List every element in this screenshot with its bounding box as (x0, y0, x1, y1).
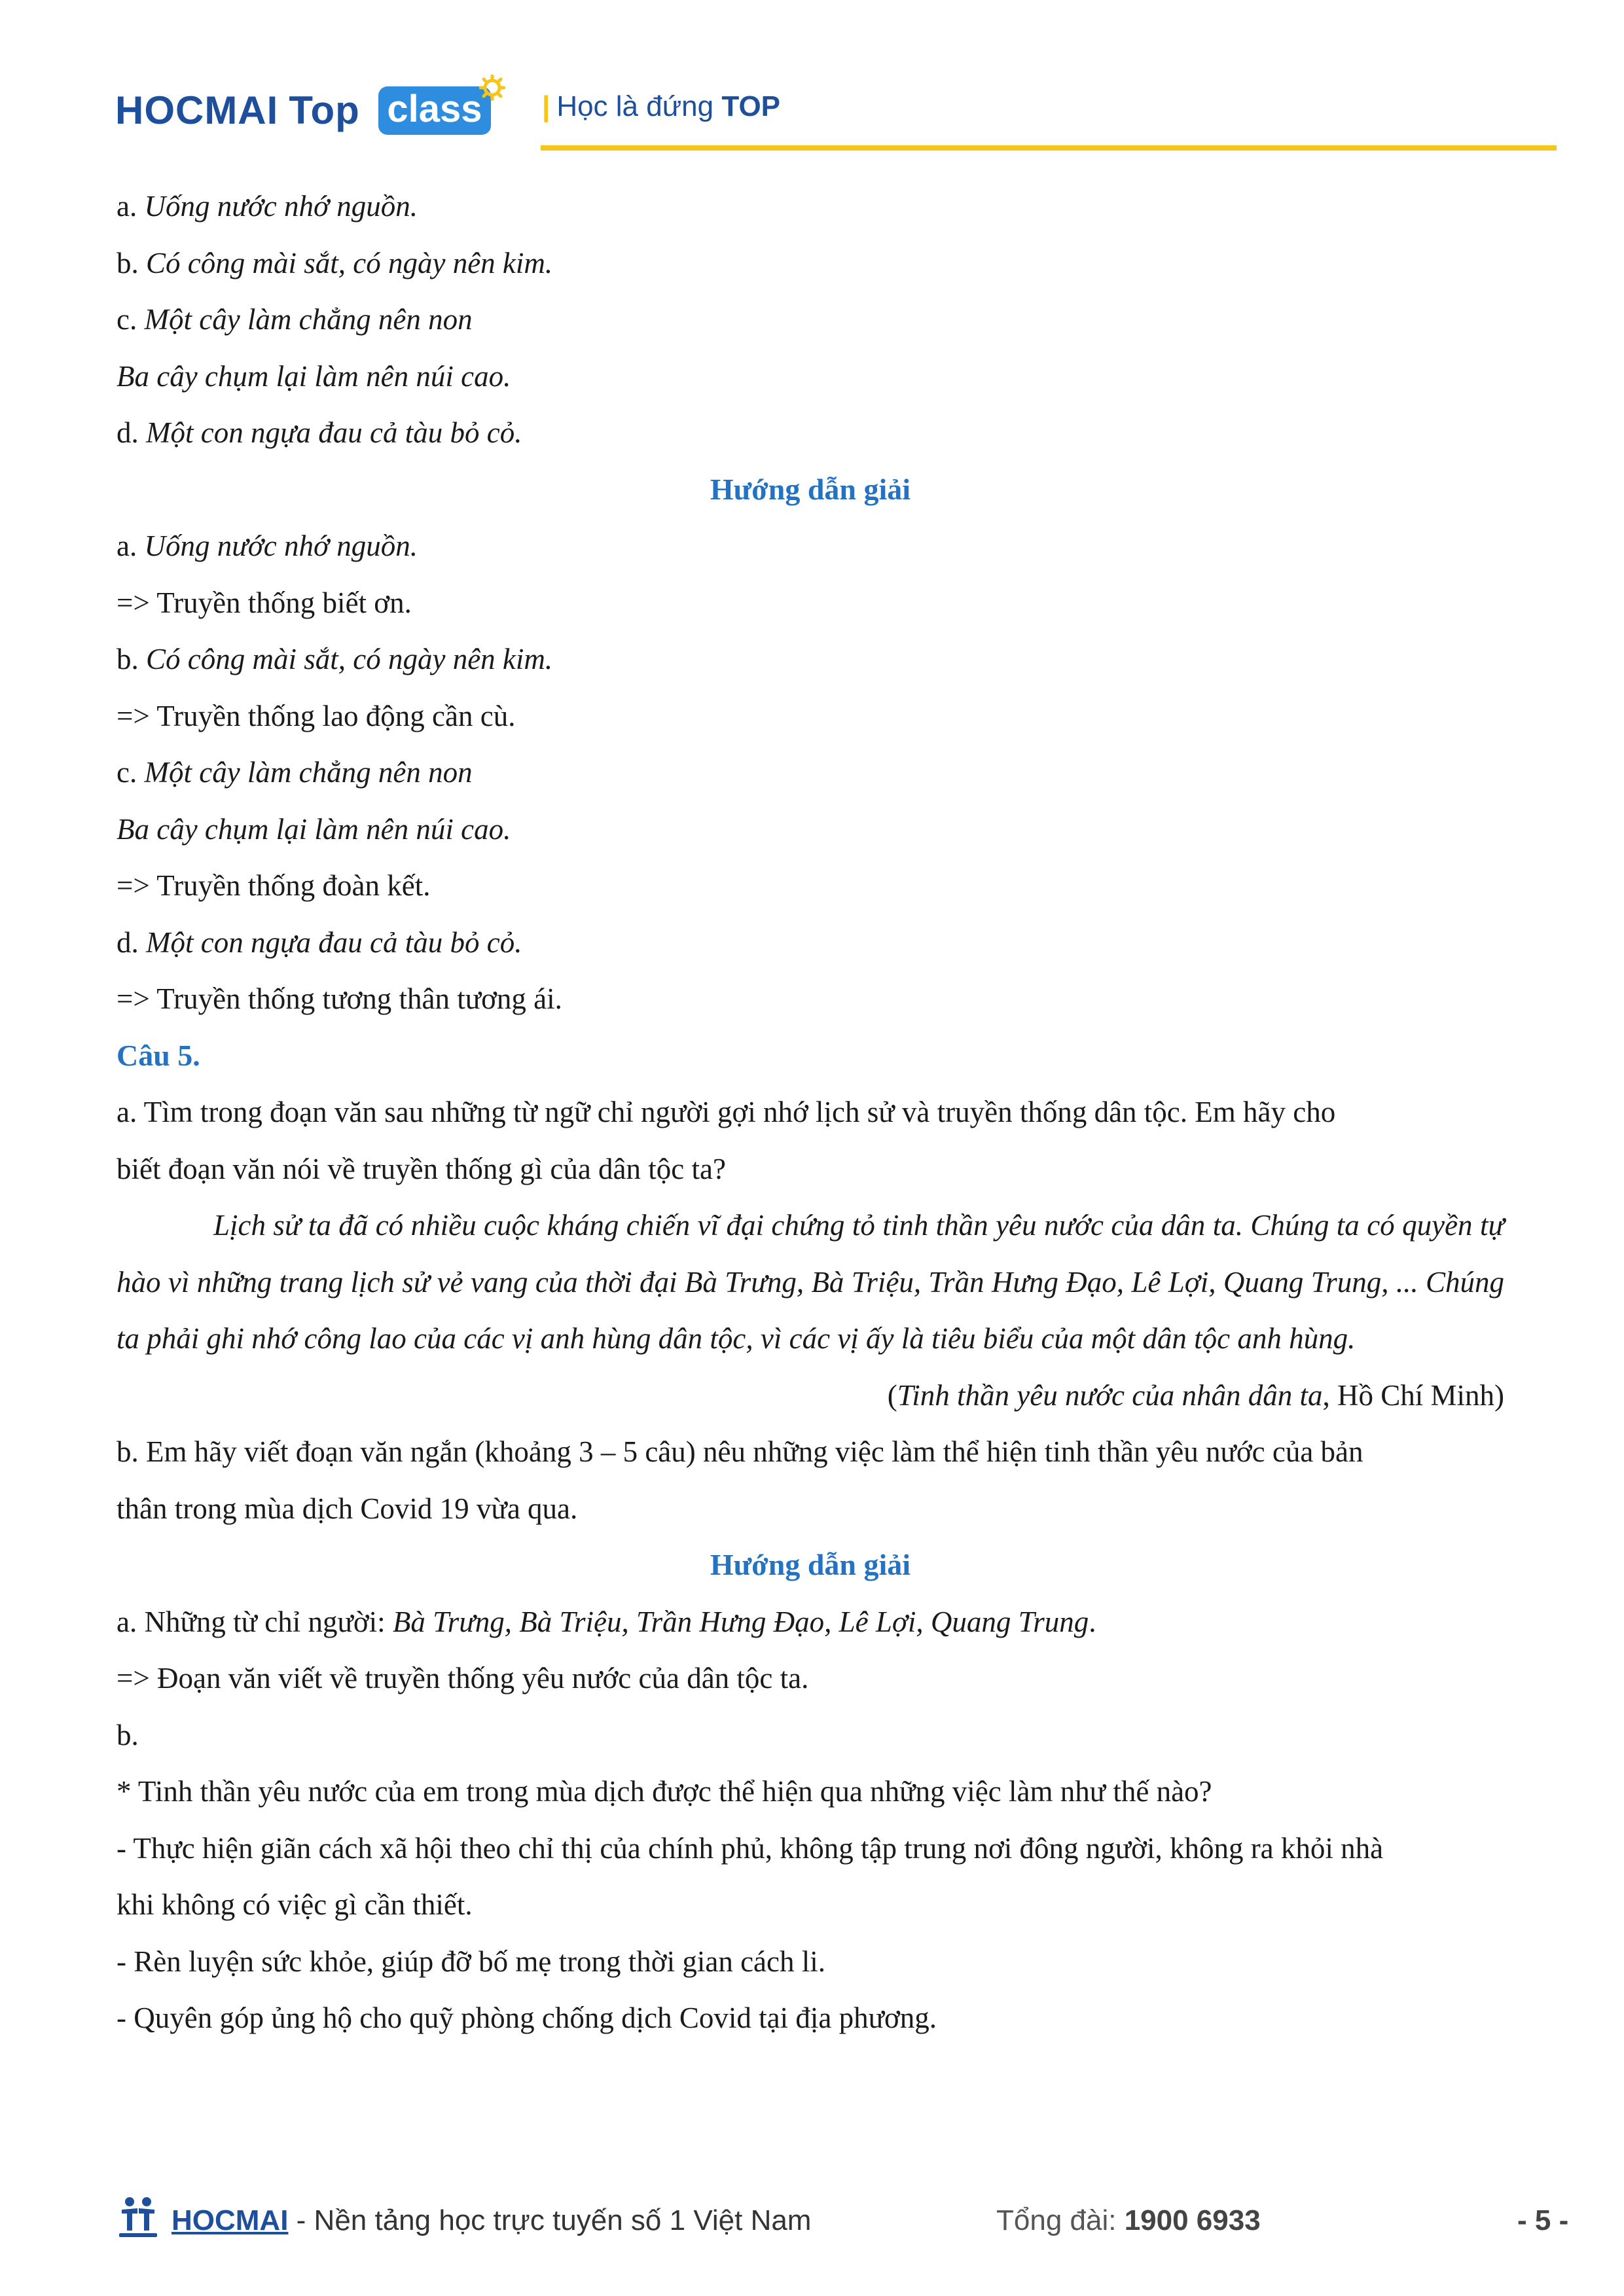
guide1-b-text: Có công mài sắt, có ngày nên kim. (146, 643, 553, 675)
guide1-a (117, 518, 1504, 575)
item-b (117, 235, 1504, 292)
guide1-d (117, 914, 1504, 971)
guide2-a-prefix: a. Những từ chỉ người: (117, 1605, 393, 1638)
guide2-b-item3: - Quyên góp ủng hộ cho quỹ phòng chống dịch Covid tại địa phương. (117, 2001, 937, 2034)
guide1-b (117, 631, 1504, 688)
footer-hotline (996, 2204, 1261, 2237)
footer-slogan-text: - Nền tảng học trực tuyến số 1 Việt Nam (288, 2204, 812, 2236)
guide-heading-1: Hướng dẫn giải (710, 472, 911, 506)
guide1-a-prefix: a. (117, 529, 137, 562)
guide2-b-star: * Tinh thần yêu nước của em trong mùa dịch được thể hiện qua những việc làm như thế nào? (117, 1775, 1212, 1808)
item-d-prefix: d. (117, 416, 139, 449)
guide2-b-item2: - Rèn luyện sức khỏe, giúp đỡ bố mẹ trong thời gian cách li. (117, 1945, 826, 1978)
brand-text (115, 88, 360, 133)
q5-a-prompt-line2: biết đoạn văn nói về truyền thống gì của dân tộc ta? (117, 1152, 726, 1185)
q5-a-prompt-line1: a. Tìm trong đoạn văn sau những từ ngữ chỉ người gợi nhớ lịch sử và truyền thống dân tộc. Em hãy cho (117, 1096, 1336, 1128)
item-c-line2: Ba cây chụm lại làm nên núi cao. (117, 359, 511, 393)
guide2-a-names: Bà Trưng, Bà Triệu, Trần Hưng Đạo, Lê Lợi, Quang Trung (392, 1605, 1089, 1638)
item-a-prefix: a. (117, 190, 137, 223)
footer-brand-link[interactable]: HOCMAI (171, 2204, 289, 2236)
brand-name: HOCMAI (115, 88, 279, 132)
q5-source-author: , Hồ Chí Minh) (1322, 1378, 1504, 1412)
question-5-title: Câu 5. (117, 1038, 200, 1072)
tagline-top: TOP (721, 90, 781, 122)
tagline-text: Học là đứng (556, 90, 714, 122)
footer-slogan (171, 2204, 811, 2237)
item-d-text: Một con ngựa đau cả tàu bỏ cỏ. (146, 416, 522, 449)
guide1-c-text-1: Một cây làm chẳng nên non (144, 756, 473, 789)
guide2-b-item1-line1: - Thực hiện giãn cách xã hội theo chỉ thị của chính phủ, không tập trung nơi đông người, không ra khỏi nhà (117, 1831, 1384, 1865)
item-a (117, 178, 1504, 235)
gear-icon (479, 75, 505, 101)
guide1-a-answer: => Truyền thống biết ơn. (117, 586, 412, 619)
brand-top: Top (289, 88, 360, 132)
guide1-c-answer: => Truyền thống đoàn kết. (117, 869, 431, 902)
class-badge: class (378, 86, 491, 135)
guide2-a-suffix: . (1089, 1605, 1096, 1638)
item-a-text: Uống nước nhớ nguồn. (144, 190, 418, 223)
q5-passage: Lịch sử ta đã có nhiều cuộc kháng chiến vĩ đại chứng tỏ tinh thần yêu nước của dân ta. Chúng ta có quyền tự hào vì những trang lịch sử vẻ vang của thời đại Bà Trưng, Bà Triệu, Trần Hưng Đạo, Lê Lợi, Quang Trung, ... Chúng ta phải ghi nhớ công lao của các vị anh hùng dân tộc, vì các vị ấy là tiêu biểu của một dân tộc anh hùng. (117, 1209, 1504, 1355)
guide-heading-2: Hướng dẫn giải (710, 1548, 911, 1581)
item-c-line1 (117, 291, 1504, 348)
guide2-b-item1-line2: khi không có việc gì cần thiết. (117, 1888, 473, 1921)
page-footer (0, 2186, 1624, 2265)
hocmai-logo-icon (115, 2194, 161, 2240)
guide1-c-prefix: c. (117, 756, 137, 789)
q5-b-prompt-line1: b. Em hãy viết đoạn văn ngắn (khoảng 3 – 5 câu) nêu những việc làm thể hiện tinh thần yêu nước của bản (117, 1435, 1363, 1468)
guide1-d-prefix: d. (117, 925, 139, 959)
guide2-a-answer: => Đoạn văn viết về truyền thống yêu nước của dân tộc ta. (117, 1662, 809, 1695)
q5-source-open: ( (887, 1378, 897, 1412)
q5-source-title: Tinh thần yêu nước của nhân dân ta (897, 1378, 1323, 1412)
guide2-b-label: b. (117, 1718, 139, 1751)
hotline-label: Tổng đài: (996, 2204, 1125, 2236)
header-tagline (542, 90, 780, 123)
item-b-text: Có công mài sắt, có ngày nên kim. (146, 246, 553, 279)
page-header (0, 0, 1624, 157)
tagline-bar: | (542, 90, 550, 122)
guide1-d-text: Một con ngựa đau cả tàu bỏ cỏ. (146, 925, 522, 959)
page-content (117, 178, 1504, 2047)
item-d (117, 404, 1504, 461)
q5-b-prompt-line2: thân trong mùa dịch Covid 19 vừa qua. (117, 1492, 578, 1525)
guide1-c-line1 (117, 744, 1504, 801)
item-c-prefix: c. (117, 303, 137, 336)
q5-source (117, 1367, 1504, 1424)
header-rule (541, 145, 1557, 151)
guide1-b-prefix: b. (117, 643, 139, 675)
item-b-prefix: b. (117, 246, 139, 279)
item-c-text-1: Một cây làm chẳng nên non (144, 303, 473, 336)
guide1-d-answer: => Truyền thống tương thân tương ái. (117, 982, 562, 1015)
guide1-b-answer: => Truyền thống lao động cần cù. (117, 699, 516, 732)
hotline-number: 1900 6933 (1124, 2204, 1261, 2236)
guide1-a-text: Uống nước nhớ nguồn. (144, 529, 418, 562)
guide1-c-line2: Ba cây chụm lại làm nên núi cao. (117, 812, 511, 846)
guide2-a (117, 1594, 1504, 1651)
page-number: - 5 - (1517, 2204, 1569, 2236)
